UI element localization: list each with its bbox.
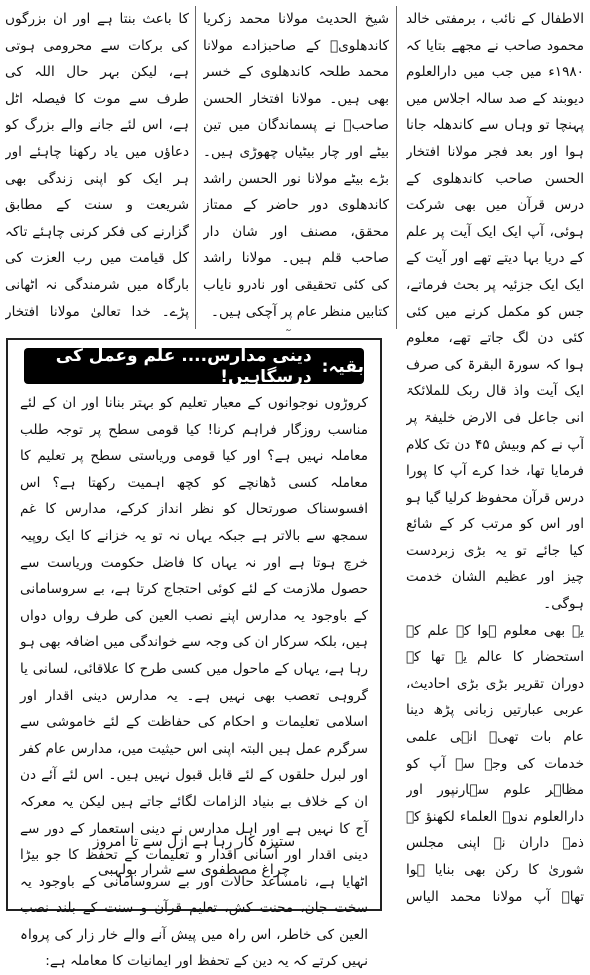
column-divider [396, 6, 397, 329]
continuation-paragraph: کروڑوں نوجوانوں کے معیار تعلیم کو بہتر بنانا اور ان کے لئے مناسب روزگار فراہم کرنا! کیا قومی سطح پر توجہ طلب معاملہ نہیں ہے؟ اور کیا قومی وریاستی سطح پر تعلیم کا معاملہ کسی ڈھانچے کو کچھ اہمیت رکھتا ہے؟ اس افسوسناک صورتحال کو نظر انداز کرکے، مدارس کا غم سمجھ سے بالاتر ہے جبکہ یہاں نہ تو یہ خزانے کا ایک روپیہ خرچ ہوتا ہے اور نہ یہاں کا فاضل حکومت وریاست سے حصول ملازمت کے لئے کوئی احتجاج کرتا ہے، بے سروسامانی کے باوجود یہ مدارس اپنے نصب العین کی طرف رواں دواں ہیں، بلکہ سرکار ان کی وجہ سے خواندگی میں اضافہ بھی ہو رہا ہے، یہاں کے ماحول میں کسی طرح کا علاقائی، لسانی یا گروہی تعصب بھی نہیں ہے۔ یہ مدارس دینی اقدار اور اسلامی تعلیمات و احکام کی حفاظت کے لئے خاموشی سے سرگرم عمل ہیں البتہ اپنی اس حیثیت میں، مدارس عام کفر اور لبرل حلقوں کے لئے قابل قبول نہیں ہیں۔ اس لئے آئے دن ان کے خلاف بے بنیاد الزامات لگائے جاتے ہیں لیکن یہ معرکہ آج کا نہیں ہے اور اہل مدارس نے دینی استعمار کے دور سے دینی اقدار اور آسانی اقدار و تعلیمات کے تحفظ کا جو بیڑا اٹھایا ہے، نامساعد حالات اور بے سروسامانی کے باوجود یہ سخت جان، محنت کش، تعلیم قرآن و سنت کے بلند نصب العین کی خاطر، اس راہ میں پیش آنے والے خار زار کی پرواہ نہیں کرتے کہ یہ دین کے تحفظ اور ایمانیات کا معاملہ ہے: [20, 395, 368, 970]
banner-title: دینی مدارس.... علم وعمل کی درسگاہیں! [55, 345, 312, 387]
poem-couplet [48, 828, 340, 884]
poem-verse: ستیزہ کار رہا ہے ازل سے تا امروز [92, 834, 296, 850]
continuation-banner [24, 345, 364, 387]
article-paragraph [203, 325, 389, 331]
article-column-middle [203, 6, 389, 331]
banner-label: بقیہ: [321, 356, 364, 377]
column-divider [195, 6, 196, 329]
continuation-body [20, 390, 368, 975]
poem-verse: چراغ مصطفوی سے شرار بولہبی [97, 862, 291, 878]
continuation-box [6, 338, 382, 970]
article-paragraph: الاطفال کے نائب ، برمفتی خالد محمود صاحب نے مجھے بتایا کہ ۱۹۸۰ء میں جب میں دارالعلوم دیوبند کے صد سالہ اجلاس میں پہنچا تو وہاں سے کاندھلہ جانا ہوا اور بعد فجر مولانا افتخار الحسن صاحب کاندھلوی کے درس قرآن میں بھی شرکت ہوئی، آپ ایک ایک آیت پر علم کے دریا بہا دیتے تھے اور آیت کے ایک ایک جزئیہ پر بحث فرماتے، جس کو مکمل کرنے میں کئی کئی دن لگ جاتے تھے، معلوم ہوا کہ سورۃ البقرۃ کی صرف ایک آیت واذ قال ربک للملائکۃ انی جاعل فی الارض خلیفۃ پر آپ نے کم وبیش ۴۵ دن تک کلام فرمایا تھا، خدا کرے آپ کا پورا درس قرآن محفوظ کرلیا گیا ہو اور اس کو مرتب کر کے شائع کیا جائے تو یہ بڑی زبردست چیز اور عظیم الشان خدمت ہوگی۔ [406, 11, 584, 613]
article-column-left [5, 6, 189, 331]
article-paragraph: کا باعث بنتا ہے اور ان بزرگوں کی برکات سے محرومی ہوتی ہے، لیکن بہر حال اللہ کی طرف سے موت کا فیصلہ اٹل ہے، اس لئے جانے والے بزرگ کو دعاؤں میں یاد رکھنا چاہئے اور ہر ایک کو اپنی زندگی بھی شریعت و سنت کے مطابق گزارنے کی فکر کرنی چاہئے تاکہ کل قیامت میں رب العزت کی بارگاہ میں شرمندگی نہ اٹھانی پڑے۔ خدا تعالیٰ مولانا افتخار [5, 11, 189, 320]
article-paragraph: یہ بھی معلوم ہوا کہ علم کے استحضار کا عالم یہ تھا کہ دوران تقریر بڑی بڑی احادیث، عربی عبارتیں زبانی پڑھ دینا عام بات تھی۔ انہی علمی خدمات کی وجہ سے آپ کو مظاہر علوم سہارنپور اور دارالعلوم ندوۃ العلماء لکھنؤ کے ذمہ داران نے اپنی مجلس شوریٰ کا رکن بھی بنایا ہوا تھا۔ آپ مولانا محمد الیاس [406, 622, 584, 905]
article-paragraph: شیخ الحدیث مولانا محمد زکریا کاندھلویؒ کے صاحبزادے مولانا محمد طلحہ کاندھلوی کے خسر بھی ہیں۔ مولانا افتخار الحسن صاحبؒ نے پسماندگان میں تین بیٹے اور چار بیٹیاں چھوڑی ہیں۔ بڑے بیٹے مولانا نور الحسن راشد کاندھلوی دور حاضر کے ممتاز محقق، مصنف اور شان دار صاحب قلم ہیں۔ مولانا راشد کی کئی تحقیقی اور نادرو نایاب کتابیں منظر عام پر آچکی ہیں۔ [203, 11, 389, 320]
article-column-right [406, 6, 584, 912]
